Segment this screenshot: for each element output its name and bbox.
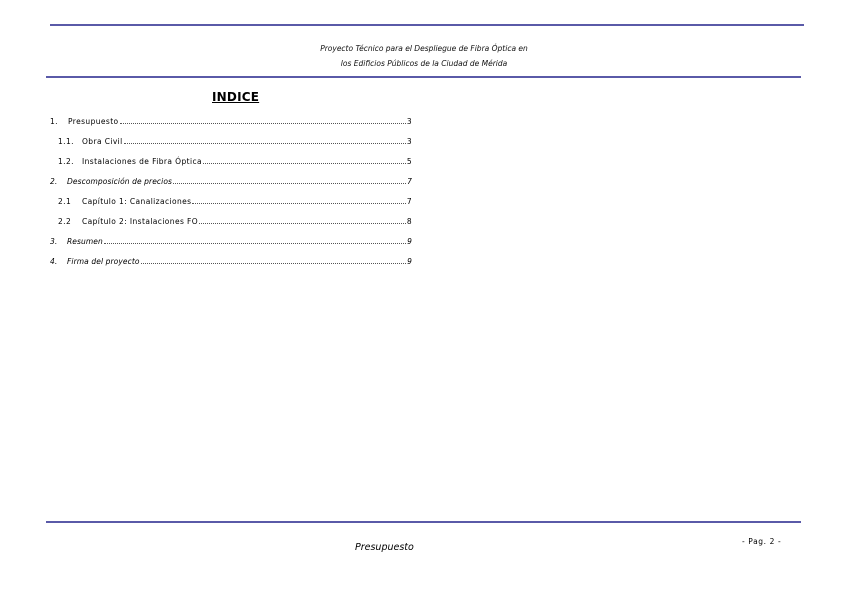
index-title: INDICE [212,90,260,104]
toc-entry-obra-civil[interactable] [50,134,412,146]
toc-page: 9 [407,257,412,266]
toc-number: 2. [50,177,58,186]
toc-leader [124,142,406,144]
toc-label: Obra Civil [82,137,123,146]
header-title-line-1: Proyecto Técnico para el Despliegue de Fibra Óptica en [320,44,528,53]
toc-page: 3 [406,117,412,126]
footer-title: Presupuesto [355,542,414,553]
header-bottom-rule [46,76,801,78]
toc-page: 3 [406,137,412,146]
toc-number: 3. [50,237,58,246]
toc-leader [173,182,406,184]
toc-entry-capitulo-1[interactable] [50,194,412,206]
header-top-rule [50,24,804,26]
toc-number: 2.2 [58,217,72,226]
footer-rule [46,521,801,523]
toc-entry-presupuesto[interactable] [50,114,412,126]
toc-page: 9 [407,237,412,246]
toc-number: 1.2. [58,157,74,166]
toc-entry-capitulo-2[interactable] [50,214,412,226]
toc-label: Presupuesto [68,117,119,126]
toc-page: 8 [406,217,412,226]
toc-leader [192,202,405,204]
toc-entry-instalaciones-fibra[interactable] [50,154,412,166]
toc-entry-descomposicion[interactable] [50,174,412,186]
toc-label: Instalaciones de Fibra Óptica [82,157,202,166]
toc-label: Capítulo 1: Canalizaciones [82,197,192,206]
toc-entry-firma[interactable] [50,254,412,266]
toc-leader [199,222,406,224]
toc-label: Capítulo 2: Instalaciones FO [82,217,199,226]
toc-leader [120,122,406,124]
toc-leader [141,262,407,264]
toc-label: Firma del proyecto [67,257,140,266]
toc-number: 1.1. [58,137,74,146]
page-number: - Pag. 2 - [742,537,782,546]
toc-label: Descomposición de precios [67,177,173,186]
toc-leader [104,242,406,244]
toc-number: 2.1 [58,197,72,206]
toc-page: 5 [406,157,412,166]
toc-number: 4. [50,257,58,266]
toc-entry-resumen[interactable] [50,234,412,246]
toc-page: 7 [406,197,412,206]
toc-page: 7 [407,177,412,186]
toc-number: 1. [50,117,58,126]
toc-label: Resumen [67,237,103,246]
header-title-line-2: los Edificios Públicos de la Ciudad de Mérida [340,59,508,68]
toc-leader [203,162,406,164]
